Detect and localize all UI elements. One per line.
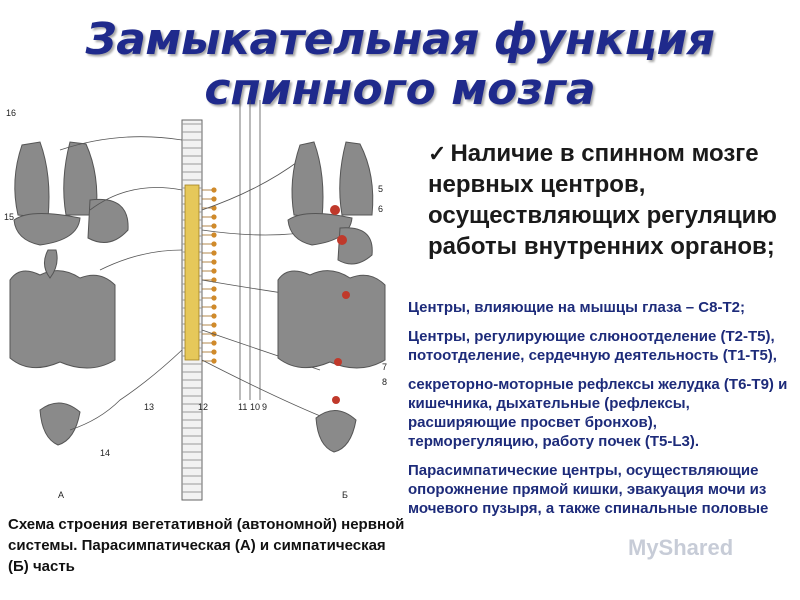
slide-title-line-2: спинного мозга xyxy=(204,64,596,115)
label-side-a: А xyxy=(58,490,65,500)
label-5: 5 xyxy=(378,184,384,194)
bladder-left xyxy=(40,403,80,445)
stomach-left xyxy=(88,199,128,242)
detail-salivation-centers: Центры, регулирующие слюноотделение (Т2-Т5), потоотделение, сердечную деятельность (Т1-Т5), xyxy=(408,328,777,364)
label-10: 10 xyxy=(250,402,261,412)
lung-left-b xyxy=(292,142,323,218)
liver-left xyxy=(14,213,80,245)
chain-ganglion xyxy=(211,196,216,201)
intestines-left xyxy=(10,271,115,368)
label-13: 13 xyxy=(144,402,155,412)
chain-ganglion xyxy=(211,268,216,273)
detail-stomach-reflexes: секреторно-моторные рефлексы желудка (Т6-Т9) и кишечника, дыхательные (рефлексы, расширяющие просвет бронхов), терморегуляцию, работу почек (Т5-L3). xyxy=(408,376,788,450)
main-point xyxy=(428,138,788,262)
sympathetic-chain xyxy=(202,187,217,363)
label-6: 6 xyxy=(378,204,384,214)
label-side-b: Б xyxy=(342,490,348,500)
stomach-right xyxy=(338,228,372,264)
organs-left xyxy=(10,142,128,445)
spinal-cord xyxy=(182,120,202,500)
watermark: MyShared xyxy=(628,535,734,560)
chain-ganglion xyxy=(211,250,216,255)
chain-ganglion xyxy=(211,304,216,309)
chain-ganglion xyxy=(211,259,216,264)
label-16: 16 xyxy=(6,108,17,118)
lung-left-a xyxy=(15,142,49,218)
chain-ganglion xyxy=(211,214,216,219)
chain-ganglion xyxy=(211,340,216,345)
organs-right xyxy=(278,142,388,452)
detail-eye-centers: Центры, влияющие на мышцы глаза – С8-Т2; xyxy=(408,299,745,316)
label-9: 9 xyxy=(262,402,268,412)
bladder-right xyxy=(316,410,356,452)
chain-ganglion xyxy=(211,286,216,291)
chain-ganglion xyxy=(211,322,216,327)
label-11: 11 xyxy=(238,402,248,412)
chain-ganglion xyxy=(211,187,216,192)
chain-ganglion xyxy=(211,232,216,237)
checkmark-icon: ✓ xyxy=(428,141,447,166)
label-14: 14 xyxy=(100,448,111,458)
intestines-right xyxy=(278,271,385,368)
chain-ganglion xyxy=(211,241,216,246)
chain-ganglion xyxy=(211,223,216,228)
slide-title-line-1: Замыкательная функция xyxy=(85,14,715,65)
chain-ganglion xyxy=(211,313,216,318)
label-7: 7 xyxy=(382,362,388,372)
chain-ganglion xyxy=(211,358,216,363)
main-point-text: Наличие в спинном мозге нервных центров, осуществляющих регуляцию работы внутренних органов; xyxy=(428,140,777,260)
chain-ganglion xyxy=(211,349,216,354)
lung-right-b xyxy=(340,142,373,215)
label-12: 12 xyxy=(198,402,209,412)
detail-parasympathetic-centers: Парасимпатические центры, осуществляющие опорожнение прямой кишки, эвакуация мочи из мочевого пузыря, а также спинальные половые xyxy=(408,462,769,517)
details-list xyxy=(408,298,790,528)
autonomic-nervous-system-diagram xyxy=(0,100,400,510)
chain-ganglion xyxy=(211,295,216,300)
label-15: 15 xyxy=(4,212,15,222)
diagram-caption: Схема строения вегетативной (автономной) нервной системы. Парасимпатическая (А) и симпатическая (Б) часть xyxy=(8,516,405,575)
label-8: 8 xyxy=(382,377,388,387)
